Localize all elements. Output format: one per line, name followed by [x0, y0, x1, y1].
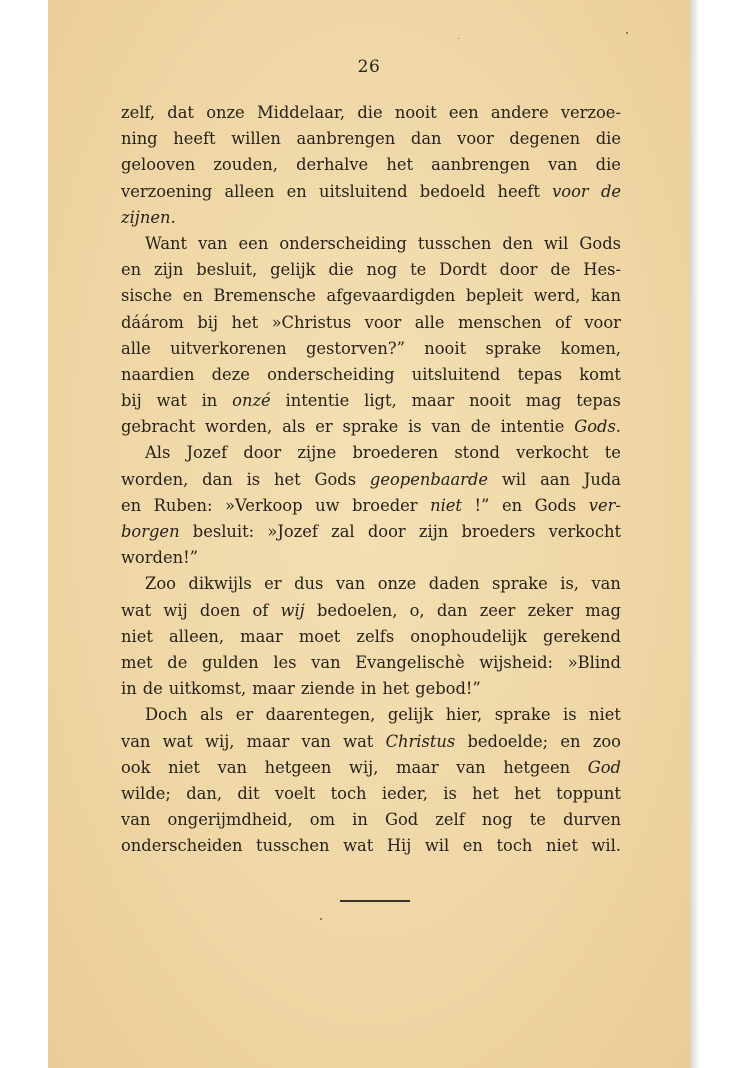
text-line	[121, 571, 621, 597]
word: hetgeen	[503, 757, 571, 777]
word: nooit	[394, 103, 437, 122]
word: dat	[167, 103, 194, 122]
page-number: 26	[357, 57, 381, 77]
word: gestorven?”	[306, 338, 405, 358]
word: worden!”	[121, 548, 198, 568]
word: alleen	[224, 181, 275, 201]
word: Gods.	[574, 417, 621, 437]
word: verzoe-	[560, 103, 621, 122]
word: wat	[343, 731, 374, 751]
word: Gods	[534, 495, 577, 515]
word: dan	[410, 129, 442, 149]
word: heeft	[173, 129, 216, 149]
word: heeft	[497, 181, 540, 201]
word: van	[335, 574, 366, 594]
word: aanbrengen	[296, 129, 396, 149]
word: nog	[366, 260, 398, 280]
word: onderscheiding	[279, 233, 407, 253]
word: mag	[525, 391, 562, 411]
text-line	[121, 624, 621, 650]
word: gebod!”	[415, 679, 481, 699]
word: van	[301, 731, 331, 751]
word: menschen	[457, 312, 542, 332]
word: gelijk	[270, 260, 316, 280]
word: die	[357, 103, 383, 122]
word: die	[595, 155, 621, 175]
word: ook	[121, 757, 151, 777]
word: wij	[163, 600, 188, 620]
word: van	[311, 652, 341, 672]
word: als	[282, 417, 306, 437]
text-line	[121, 310, 621, 336]
word: bedoeld	[419, 181, 486, 201]
word: zeker	[527, 600, 574, 620]
word: voelt	[274, 783, 316, 803]
word: is	[408, 417, 422, 437]
word: wat	[156, 391, 187, 411]
word: sische	[121, 286, 173, 306]
word: Dordt	[439, 260, 487, 280]
word: bepleit	[465, 286, 523, 306]
word: en	[286, 181, 307, 201]
word: is,	[560, 574, 579, 594]
word: dikwijls	[188, 574, 252, 594]
word: gebracht	[121, 417, 196, 437]
word: wil	[543, 233, 569, 253]
word: degenen	[509, 129, 581, 149]
word: of	[555, 312, 571, 332]
word: wij	[280, 600, 305, 620]
word: broederen	[352, 443, 439, 463]
word: sprake	[494, 705, 551, 725]
text-line	[121, 545, 621, 571]
word: moet	[298, 626, 341, 646]
word: dan	[436, 600, 468, 620]
word: Gods	[579, 233, 621, 253]
text-line	[121, 152, 621, 178]
word: Gods	[314, 469, 357, 489]
word: van	[431, 417, 461, 437]
word: door	[243, 443, 282, 463]
word: te	[604, 443, 621, 463]
word: niet	[121, 626, 153, 646]
text-line	[121, 205, 621, 231]
word: alle	[121, 338, 151, 358]
word: Christus	[385, 731, 456, 751]
word: !”	[474, 495, 490, 515]
word: uitsluitend	[318, 181, 408, 201]
word: en	[121, 495, 142, 515]
word: sprake	[342, 417, 399, 437]
word: Bremensche	[213, 286, 316, 306]
word: daden	[428, 574, 480, 594]
word: wil.	[591, 836, 621, 856]
word: toch	[330, 783, 367, 803]
word: onze	[206, 103, 245, 122]
word: van	[548, 155, 578, 175]
word: besluit,	[196, 260, 258, 280]
word: broeders	[461, 522, 536, 541]
word: maar	[252, 679, 295, 699]
word: Zoo	[145, 574, 176, 594]
word: die	[328, 260, 354, 280]
word: zelfs	[356, 626, 395, 646]
word: is	[246, 469, 261, 489]
word: zijn	[418, 522, 449, 541]
word: mag	[585, 600, 621, 620]
word: van	[456, 757, 486, 777]
word: uitsluitend	[411, 364, 501, 384]
word: niet	[430, 495, 462, 515]
word: wat	[162, 731, 193, 751]
text-line	[121, 257, 621, 283]
word: als	[199, 705, 224, 725]
word: dus	[294, 574, 324, 594]
word: werd,	[533, 286, 581, 306]
word: Juda	[583, 469, 621, 489]
word: het	[273, 469, 301, 489]
word: gelijk	[387, 705, 434, 725]
word: hetgeen	[264, 757, 332, 777]
word: voor	[584, 312, 621, 332]
word: andere	[490, 103, 549, 122]
word: sprake	[491, 574, 548, 594]
word: bij	[121, 391, 142, 411]
word: uitverkorenen	[170, 338, 287, 358]
word: zal	[331, 522, 355, 541]
word: doen	[199, 600, 241, 620]
word: ver-	[588, 495, 621, 515]
word: niet	[545, 836, 578, 856]
text-line	[121, 440, 621, 466]
word: komt	[579, 364, 621, 384]
word: daarentegen,	[265, 705, 376, 725]
word: het	[231, 312, 259, 332]
word: die	[595, 129, 621, 149]
word: durven	[562, 810, 621, 830]
word: is	[443, 783, 457, 803]
section-end-rule	[340, 900, 410, 902]
text-line	[121, 179, 621, 205]
word: in	[352, 810, 368, 830]
word: van	[198, 233, 228, 253]
page-speck	[458, 38, 459, 39]
word: stond	[454, 443, 500, 463]
word: wat	[121, 600, 152, 620]
page-speck	[626, 32, 628, 34]
book-page	[48, 0, 690, 1068]
word: wil	[424, 836, 450, 856]
word: met	[121, 652, 153, 672]
word: derhalve	[296, 155, 369, 175]
word: o,	[409, 600, 425, 620]
word: den	[502, 233, 533, 253]
word: bedoelde;	[467, 731, 549, 751]
word: zijnen.	[121, 207, 176, 227]
text-line	[121, 519, 621, 545]
word: »Blind	[567, 652, 621, 672]
word: het	[514, 783, 541, 803]
word: of	[252, 600, 269, 620]
word: het	[472, 783, 499, 803]
word: te	[529, 810, 546, 830]
word: verkocht	[548, 522, 621, 541]
word: nog	[481, 810, 513, 830]
word: alle	[414, 312, 445, 332]
word: zouden,	[213, 155, 278, 175]
word: aanbrengen	[431, 155, 530, 175]
word: les	[273, 652, 297, 672]
word: borgen	[121, 522, 180, 541]
word: maar	[411, 391, 455, 411]
word: intentie	[500, 417, 565, 437]
word: onzé	[232, 391, 271, 411]
word: tepas	[576, 391, 621, 411]
word: ning	[121, 129, 158, 149]
word: en	[182, 286, 203, 306]
word: zijn	[154, 260, 184, 280]
word: uitkomst,	[168, 679, 247, 699]
word: onze	[377, 574, 417, 594]
word: ongerijmdheid,	[167, 810, 293, 830]
word: worden,	[204, 417, 273, 437]
word: en	[462, 836, 483, 856]
word: wat	[343, 836, 374, 856]
word: en	[121, 260, 142, 280]
text-line	[121, 807, 621, 833]
word: in	[201, 391, 218, 411]
word: ieder,	[381, 783, 428, 803]
word: ligt,	[364, 391, 397, 411]
word: afgevaardigden	[326, 286, 456, 306]
word: tusschen	[417, 233, 492, 253]
word: hier,	[445, 705, 483, 725]
text-line	[121, 781, 621, 807]
word: zijne	[297, 443, 337, 463]
word: van	[121, 731, 151, 751]
word: Jozef	[186, 443, 228, 463]
word: het	[382, 679, 410, 699]
word: wijsheid:	[479, 652, 554, 672]
word: Ruben:	[153, 495, 213, 515]
word: broeder	[352, 495, 418, 515]
text-line	[121, 100, 621, 126]
word: God	[384, 810, 419, 830]
word: dan	[202, 469, 233, 489]
text-line	[121, 702, 621, 728]
word: bij	[197, 312, 218, 332]
word: dáárom	[121, 312, 184, 332]
word: »Christus	[271, 312, 352, 332]
word: gerekend	[543, 626, 621, 646]
word: niet	[589, 705, 621, 725]
word: er	[235, 705, 254, 725]
text-line	[121, 362, 621, 388]
word: verzoening	[121, 181, 213, 201]
word: willen	[231, 129, 281, 149]
word: de	[600, 181, 621, 201]
word: aan	[540, 469, 570, 489]
word: naardien	[121, 364, 195, 384]
word: Hij	[386, 836, 412, 856]
text-line	[121, 126, 621, 152]
word: deze	[211, 364, 250, 384]
word: »Verkoop	[225, 495, 303, 515]
word: het	[386, 155, 414, 175]
word: wij,	[349, 757, 379, 777]
word: van	[217, 757, 247, 777]
word: een	[238, 233, 269, 253]
word: maar	[240, 626, 283, 646]
word: nooit	[469, 391, 511, 411]
word: wil	[501, 469, 527, 489]
text-line	[121, 336, 621, 362]
text-line	[121, 833, 621, 859]
word: gulden	[202, 652, 259, 672]
word: door	[499, 260, 538, 280]
word: de	[142, 679, 163, 699]
word: voor	[364, 312, 402, 332]
word: nooit	[424, 338, 467, 358]
word: besluit:	[192, 522, 255, 541]
text-line	[121, 493, 621, 519]
word: onophoudelijk	[410, 626, 527, 646]
word: onderscheiden	[121, 836, 243, 856]
word: Want	[145, 233, 188, 253]
word: maar	[396, 757, 439, 777]
word: dit	[237, 783, 260, 803]
word: in	[121, 679, 137, 699]
word: »Jozef	[267, 522, 318, 541]
body-text	[121, 100, 621, 859]
word: zeer	[479, 600, 516, 620]
word: ziende	[300, 679, 355, 699]
word: voor	[552, 181, 589, 201]
word: van	[121, 810, 151, 830]
word: de	[550, 260, 571, 280]
word: Als	[145, 443, 171, 463]
word: wilde;	[121, 783, 171, 803]
word: zelf,	[121, 103, 156, 122]
word: bedoelen,	[316, 600, 398, 620]
word: onderscheiding	[267, 364, 395, 384]
text-line	[121, 650, 621, 676]
text-line	[121, 388, 621, 414]
word: om	[309, 810, 336, 830]
word: voor	[457, 129, 494, 149]
text-line	[121, 755, 621, 781]
word: uw	[315, 495, 340, 515]
word: tepas	[517, 364, 563, 384]
page-speck	[320, 918, 322, 920]
word: alleen,	[168, 626, 225, 646]
word: niet	[168, 757, 200, 777]
word: kan	[590, 286, 621, 306]
word: tusschen	[256, 836, 330, 856]
word: te	[410, 260, 427, 280]
text-line	[121, 414, 621, 440]
word: er	[315, 417, 333, 437]
word: van	[591, 574, 621, 594]
word: de	[470, 417, 491, 437]
word: er	[264, 574, 282, 594]
word: Evangelischè	[355, 652, 465, 672]
word: toch	[496, 836, 533, 856]
word: en	[560, 731, 581, 751]
word: door	[367, 522, 406, 541]
text-line	[121, 283, 621, 309]
text-line	[121, 729, 621, 755]
text-line	[121, 676, 621, 702]
word: zoo	[592, 731, 621, 751]
word: Doch	[145, 705, 188, 725]
word: de	[167, 652, 188, 672]
word: wij,	[205, 731, 235, 751]
word: is	[562, 705, 577, 725]
word: God	[587, 757, 621, 777]
text-line	[121, 598, 621, 624]
text-line	[121, 467, 621, 493]
word: verkocht	[516, 443, 589, 463]
word: zelf	[435, 810, 465, 830]
word: maar	[246, 731, 290, 751]
word: Hes-	[583, 260, 621, 280]
page-edge-shadow	[690, 0, 700, 1068]
word: komen,	[560, 338, 621, 358]
word: dan,	[186, 783, 223, 803]
word: sprake	[485, 338, 542, 358]
word: een	[448, 103, 479, 122]
word: geopenbaarde	[369, 469, 489, 489]
word: toppunt	[556, 783, 621, 803]
word: Middelaar,	[256, 103, 346, 122]
text-line	[121, 231, 621, 257]
word: intentie	[285, 391, 350, 411]
word: in	[360, 679, 377, 699]
word: en	[501, 495, 523, 515]
word: gelooven	[121, 155, 196, 175]
word: worden,	[121, 469, 189, 489]
